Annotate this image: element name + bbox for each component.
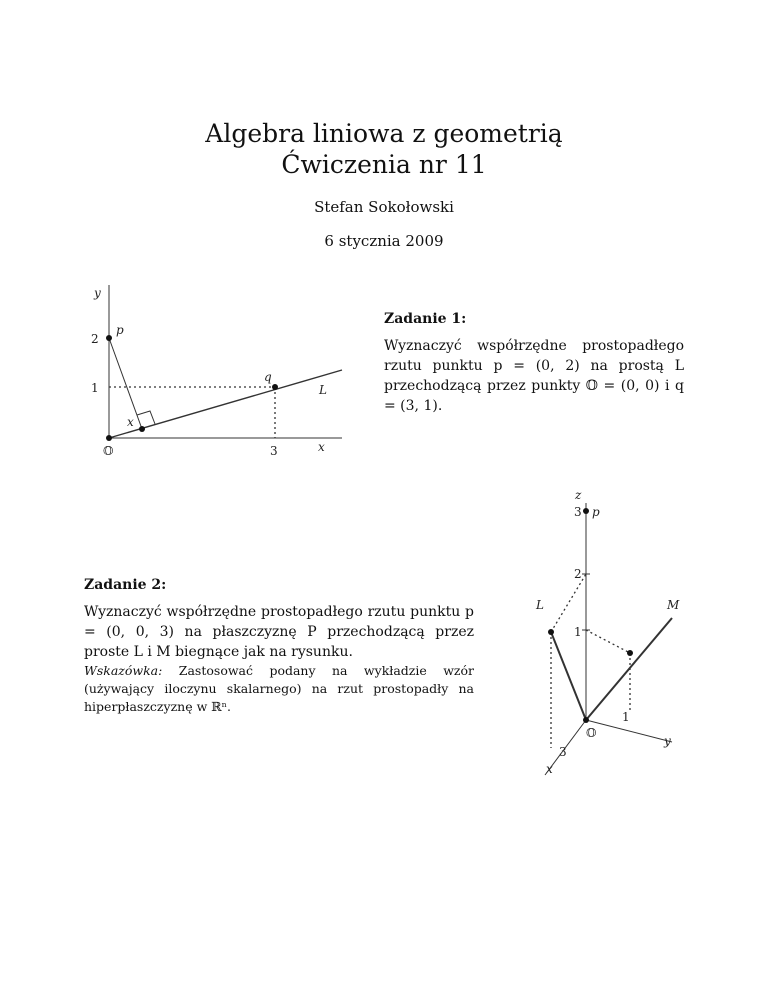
fig2-L-label: L xyxy=(536,598,544,612)
fig2-z-axis-label: z xyxy=(575,488,582,502)
title-line-1: Algebra liniowa z geometrią xyxy=(205,119,563,148)
fig2-point-p xyxy=(583,508,589,514)
fig2-y-axis-label: y xyxy=(664,734,671,748)
fig2-dotted-L-to-z2 xyxy=(551,574,586,632)
fig1-y-axis-label: y xyxy=(94,286,101,300)
task2-heading: Zadanie 2: xyxy=(84,577,167,593)
fig1-point-p xyxy=(106,335,112,341)
fig2-tick-y1: 1 xyxy=(622,710,630,724)
author: Stefan Sokołowski xyxy=(314,198,454,216)
fig2-point-L xyxy=(548,629,554,635)
fig2-origin-point xyxy=(583,717,589,723)
figure-1 xyxy=(106,285,342,441)
fig2-point-M xyxy=(627,650,633,656)
fig1-q-label: q xyxy=(264,370,272,384)
hint-label: Wskazówka: xyxy=(84,663,163,678)
fig2-x-axis-label: x xyxy=(546,762,553,776)
fig1-tick-x3: 3 xyxy=(270,444,278,458)
fig2-M-label: M xyxy=(667,598,680,612)
fig2-dotted-M-to-z1 xyxy=(586,630,630,653)
figure-2 xyxy=(545,503,672,775)
fig1-x-point-label: x xyxy=(127,415,134,429)
fig2-tick-x3: 3 xyxy=(559,745,567,759)
fig1-perpendicular xyxy=(109,338,142,429)
fig2-line-M xyxy=(586,618,672,720)
fig2-p-label: p xyxy=(592,505,600,519)
fig1-p-label: p xyxy=(116,323,124,337)
task1-text: Wyznaczyć współrzędne prostopadłego rzutu punktu p = (0, 2) na prostą L przechodzącą przez punkty 𝕆 = (0, 0) i q = (3, 1). xyxy=(384,338,684,414)
fig1-x-axis-label: x xyxy=(318,440,325,454)
fig1-origin-label: 𝕆 xyxy=(103,444,114,458)
task2-text: Wyznaczyć współrzędne prostopadłego rzutu punktu p = (0, 0, 3) na płaszczyznę P przechodzącą przez proste L i M biegnące jak na rysunku. xyxy=(84,604,474,660)
fig1-tick-y1: 1 xyxy=(91,381,99,395)
fig2-tick-z3: 3 xyxy=(574,505,582,519)
fig1-point-q xyxy=(272,384,278,390)
fig2-line-L xyxy=(551,632,586,720)
fig1-tick-y2: 2 xyxy=(91,332,99,346)
title-line-2: Ćwiczenia nr 11 xyxy=(281,150,487,179)
fig2-tick-z2: 2 xyxy=(574,567,582,581)
task1-heading: Zadanie 1: xyxy=(384,311,467,327)
fig1-origin-point xyxy=(106,435,112,441)
hint-text: Zastosować podany na wykładzie wzór (używający iloczynu skalarnego) na rzut prostopadły na hiperpłaszczyznę w ℝⁿ. xyxy=(84,663,474,714)
fig2-origin-label: 𝕆 xyxy=(586,726,597,740)
fig2-tick-z1: 1 xyxy=(574,625,582,639)
date: 6 stycznia 2009 xyxy=(324,232,444,250)
fig1-L-label: L xyxy=(319,383,327,397)
fig1-point-x xyxy=(139,426,145,432)
